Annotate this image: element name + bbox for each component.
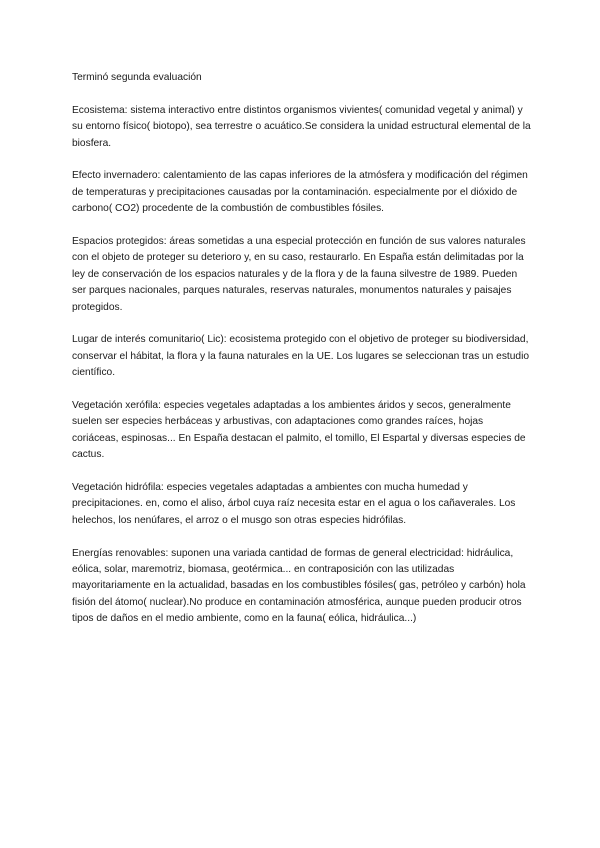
paragraph-ecosistema: Ecosistema: sistema interactivo entre distintos organismos vivientes( comunidad vegetal y animal) y su entorno físico( biotopo), sea terrestre o acuático.Se considera la unidad estructural elemental de la biosfera.: [72, 104, 531, 149]
paragraph-espacios-protegidos: Espacios protegidos: áreas sometidas a una especial protección en función de sus valores naturales con el objeto de proteger su deterioro y, en su caso, restaurarlo. En España están delimitadas por la ley de conservación de los espacios naturales y de la flora y de la fauna silvestre de 1989. Pueden ser parques nacionales, parques naturales, reservas naturales, monumentos naturales y paisajes protegidos.: [72, 236, 526, 313]
paragraph-vegetacion-xerofila: Vegetación xerófila: especies vegetales adaptadas a los ambientes áridos y secos, generalmente suelen ser especies herbáceas y arbustivas, con adaptaciones como grandes raíces, hojas coriáceas, espinosas... En España destacan el palmito, el tomillo, El Espartal y diversas especies de cactus.: [72, 400, 526, 461]
document-title: Terminó segunda evaluación: [72, 72, 202, 83]
paragraph-vegetacion-hidrofila: Vegetación hidrófila: especies vegetales adaptadas a ambientes con mucha humedad y precipitaciones. en, como el aliso, árbol cuya raíz necesita estar en el agua o los cañaverales. Los helechos, los nenúfares, el arroz o el musgo son otras especies hidrófilas.: [72, 482, 516, 526]
paragraph-energias-renovables: Energías renovables: suponen una variada cantidad de formas de general electricidad: hidráulica, eólica, solar, maremotriz, biomasa, geotérmica... en contraposición con las utilizadas mayoritariamente en la actualidad, basadas en los combustibles fósiles( gas, petróleo y carbón) hola fisión del átomo( nuclear).No produce en contaminación atmosférica, aunque pueden producir otros tipos de daños en el medio ambiente, como en la fauna( eólica, hidráulica...): [72, 547, 526, 625]
paragraph-lugar-interes-comunitario: Lugar de interés comunitario( Lic): ecosistema protegido con el objetivo de proteger su biodiversidad, conservar el hábitat, la flora y la fauna naturales en la UE. Los lugares se seleccionan tras un estudio científico.: [72, 334, 530, 379]
paragraph-efecto-invernadero: Efecto invernadero: calentamiento de las capas inferiores de la atmósfera y modificación del régimen de temperaturas y precipitaciones causadas por la contaminación. especialmente por el dióxido de carbono( CO2) procedente de la combustión de combustibles fósiles.: [72, 170, 528, 215]
document-body: [72, 70, 532, 644]
